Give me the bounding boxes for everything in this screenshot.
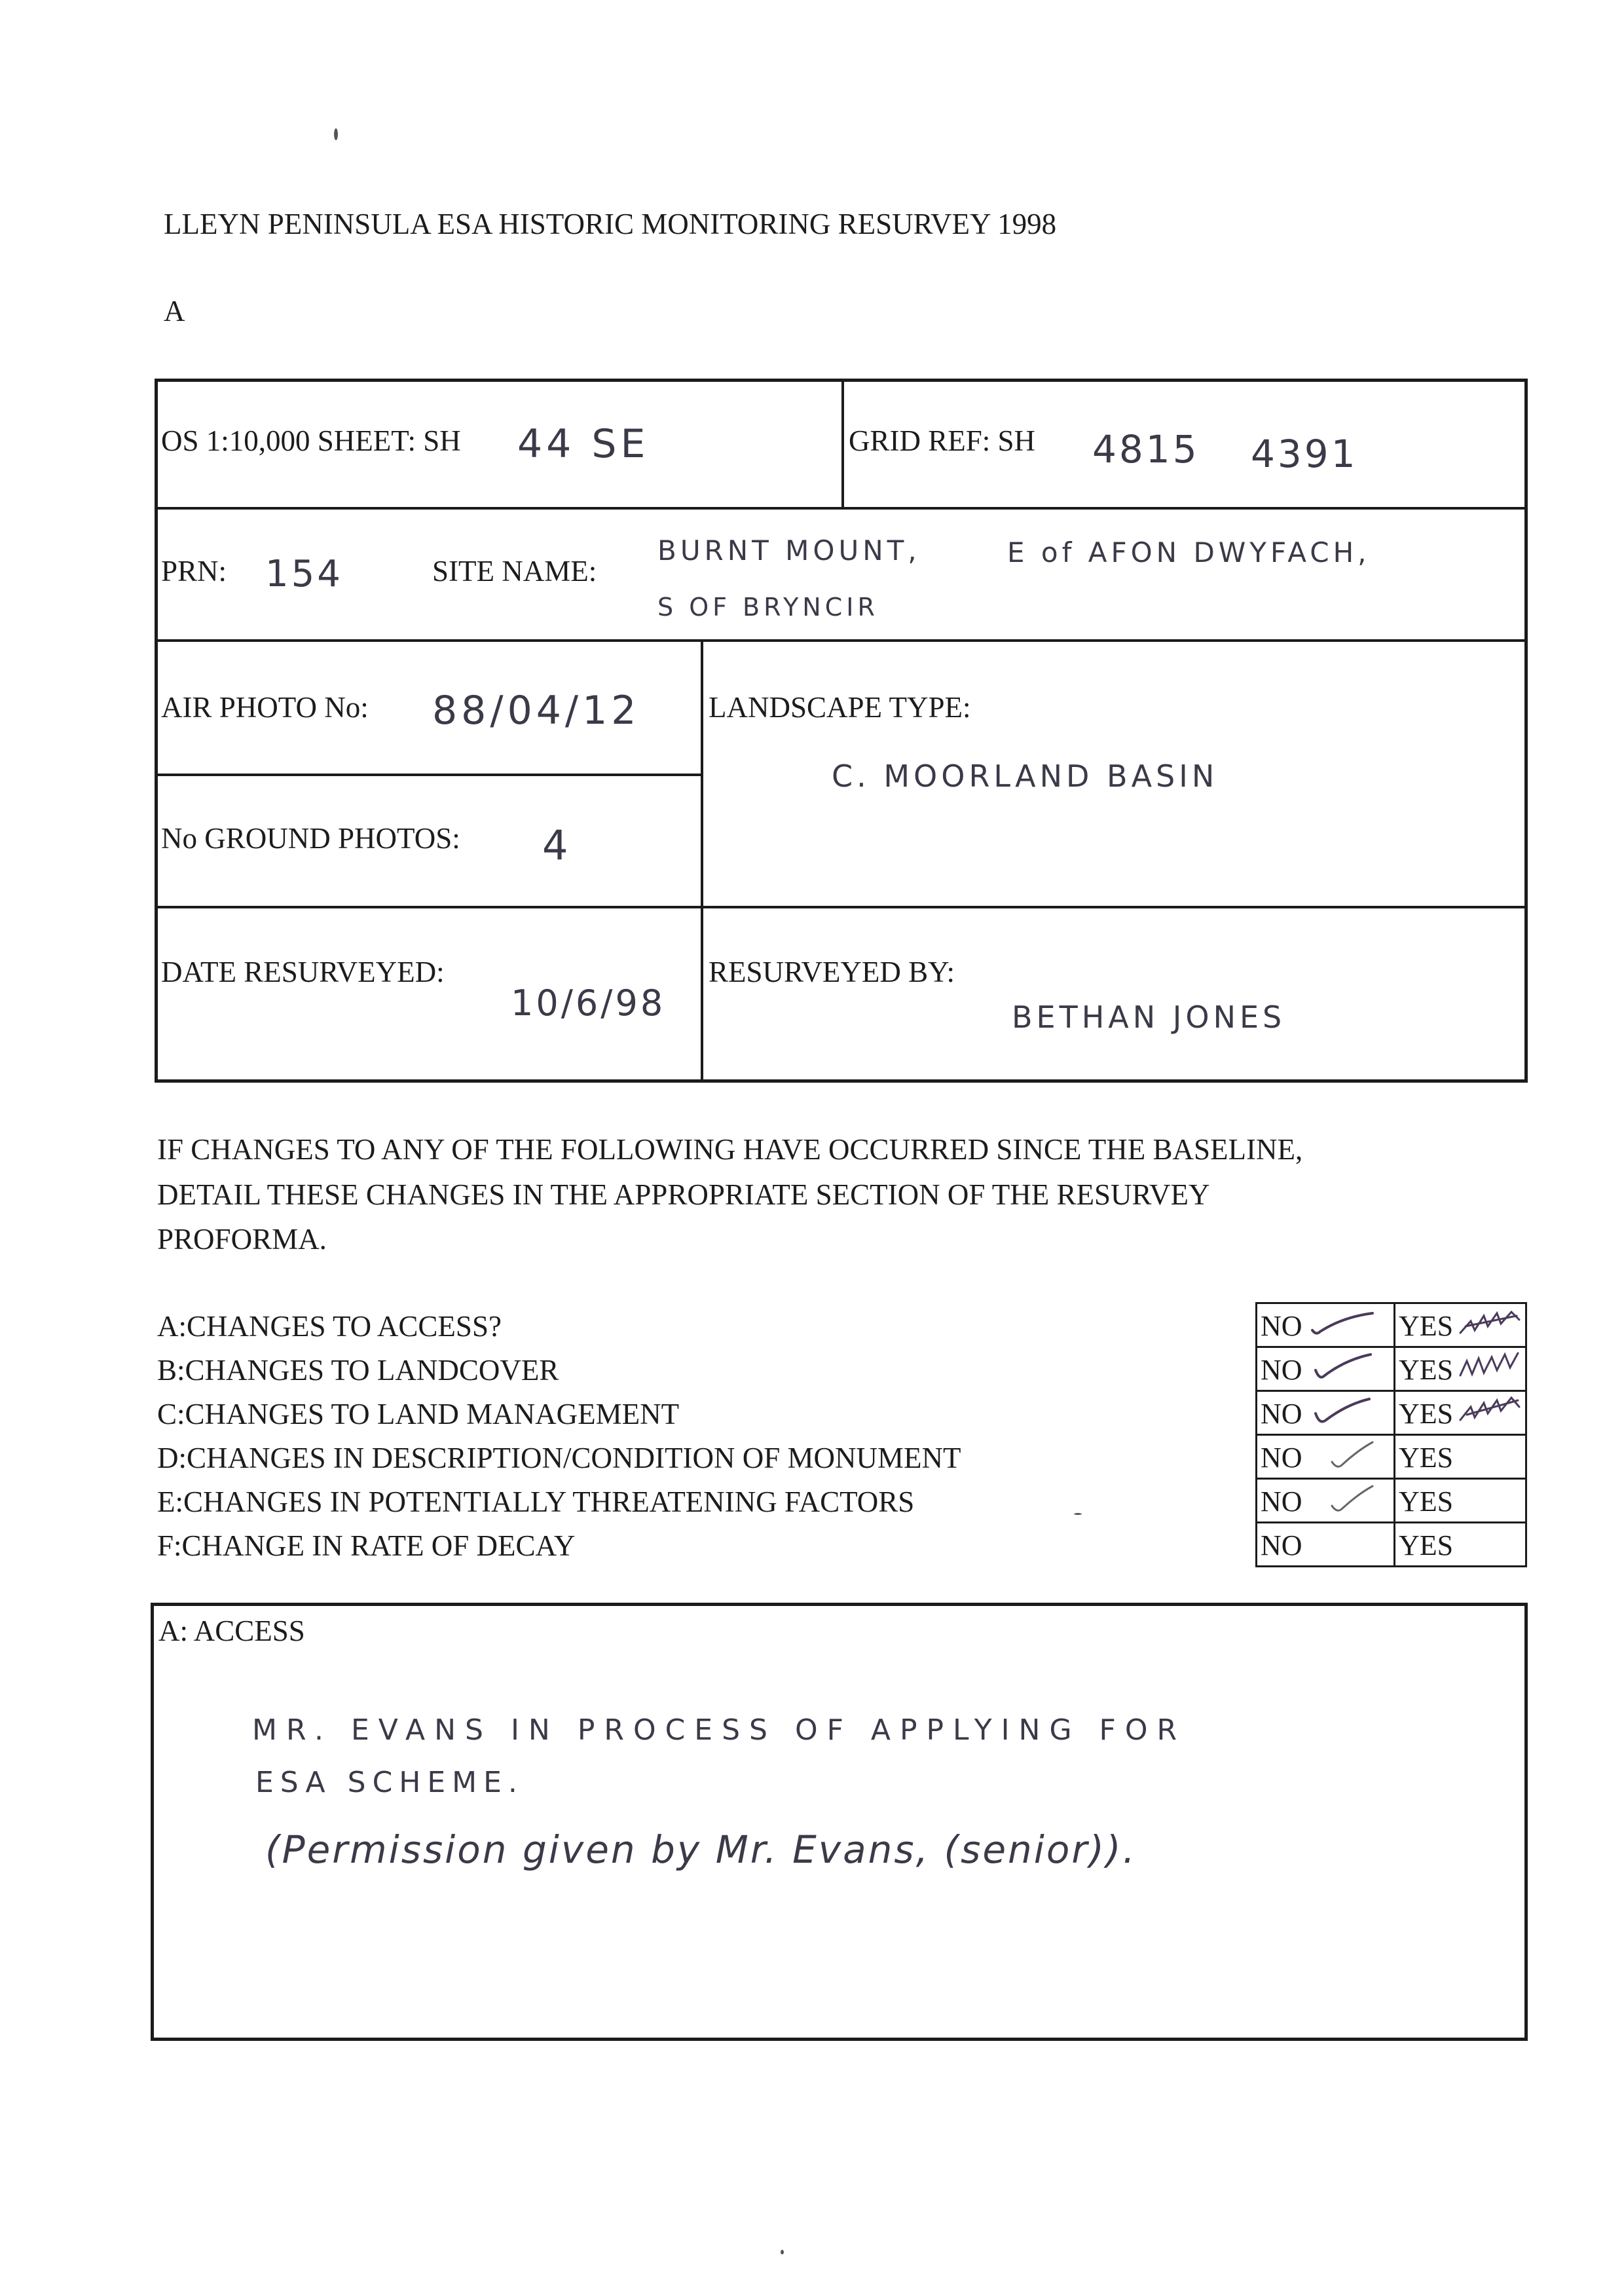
scribble-icon-b [1458,1348,1523,1381]
access-note-line1: MR. EVANS IN PROCESS OF APPLYING FOR [252,1713,1187,1747]
site-name-line1b: E of AFON DWYFACH, [1007,536,1371,569]
access-heading: A: ACCESS [158,1614,305,1647]
landscape-type-value: C. MOORLAND BASIN [832,758,1219,794]
scan-speck [1074,1513,1082,1515]
yes-text-c: YES [1399,1398,1454,1430]
checkmark-icon-c [1313,1396,1372,1429]
air-photo-label: AIR PHOTO No: [161,691,369,724]
no-text-b: NO [1261,1354,1302,1386]
site-name-label: SITE NAME: [432,555,597,588]
site-name-line2: S OF BRYNCIR [657,593,879,622]
prn-label: PRN: [161,555,227,588]
no-text-c: NO [1261,1398,1302,1430]
access-note-line3: (Permission given by Mr. Evans, (senior)). [265,1827,1137,1872]
scan-speck [334,128,338,140]
landscape-type-label: LANDSCAPE TYPE: [709,691,971,724]
access-section [151,1603,1528,2041]
site-name-line1a: BURNT MOUNT, [657,534,921,567]
section-letter: A [164,295,185,327]
instructions-line1: IF CHANGES TO ANY OF THE FOLLOWING HAVE OCCURRED SINCE THE BASELINE, [157,1133,1303,1166]
resurveyed-by-label: RESURVEYED BY: [709,956,955,988]
yes-text-a: YES [1399,1310,1454,1342]
yes-text-b: YES [1399,1354,1454,1386]
instructions-line3: PROFORMA. [157,1223,327,1256]
change-label-f: F:CHANGE IN RATE OF DECAY [157,1529,576,1562]
yes-text-e: YES [1399,1485,1454,1518]
no-text-f: NO [1261,1529,1302,1561]
change-label-a: A:CHANGES TO ACCESS? [157,1310,502,1343]
table-divider-row1 [841,379,844,508]
yes-text-d: YES [1399,1442,1454,1474]
yes-text-f: YES [1399,1529,1454,1561]
change-label-c: C:CHANGES TO LAND MANAGEMENT [157,1398,680,1430]
date-resurveyed-value: 10/6/98 [511,982,666,1024]
table-rule-4 [155,906,1528,908]
change-label-d: D:CHANGES IN DESCRIPTION/CONDITION OF MONUMENT [157,1442,961,1474]
change-label-b: B:CHANGES TO LANDCOVER [157,1354,559,1387]
grid-ref-easting: 4815 [1092,427,1200,472]
access-note-line2: ESA SCHEME. [255,1766,524,1799]
no-text-d: NO [1261,1442,1302,1474]
scribble-icon-a [1458,1307,1523,1339]
date-resurveyed-label: DATE RESURVEYED: [161,956,445,988]
air-photo-value: 88/04/12 [432,688,640,734]
scan-speck [781,2250,784,2254]
ground-photos-label: No GROUND PHOTOS: [161,822,460,855]
sheet-label: OS 1:10,000 SHEET: SH [161,424,461,457]
scribble-icon-c [1458,1392,1523,1425]
instructions-line2: DETAIL THESE CHANGES IN THE APPROPRIATE SECTION OF THE RESURVEY [157,1178,1210,1211]
sheet-value: 44 SE [517,421,650,467]
table-rule-3 [155,774,703,776]
checkmark-icon-e [1329,1483,1375,1516]
checkmark-icon-b [1313,1352,1372,1385]
grid-ref-northing: 4391 [1251,432,1358,476]
grid-ref-label: GRID REF: SH [849,424,1036,457]
no-text-e: NO [1261,1485,1302,1518]
checkmark-icon-d [1329,1440,1375,1472]
change-label-e: E:CHANGES IN POTENTIALLY THREATENING FACTORS [157,1485,915,1518]
form-title: LLEYN PENINSULA ESA HISTORIC MONITORING RESURVEY 1998 [164,208,1057,240]
no-text-a: NO [1261,1310,1302,1342]
resurveyed-by-value: BETHAN JONES [1012,999,1286,1035]
prn-value: 154 [265,553,343,595]
checkmark-icon-a [1310,1312,1375,1338]
table-divider-rows3-4 [701,639,703,1083]
table-rule-2 [155,639,1528,642]
ground-photos-value: 4 [542,821,568,869]
